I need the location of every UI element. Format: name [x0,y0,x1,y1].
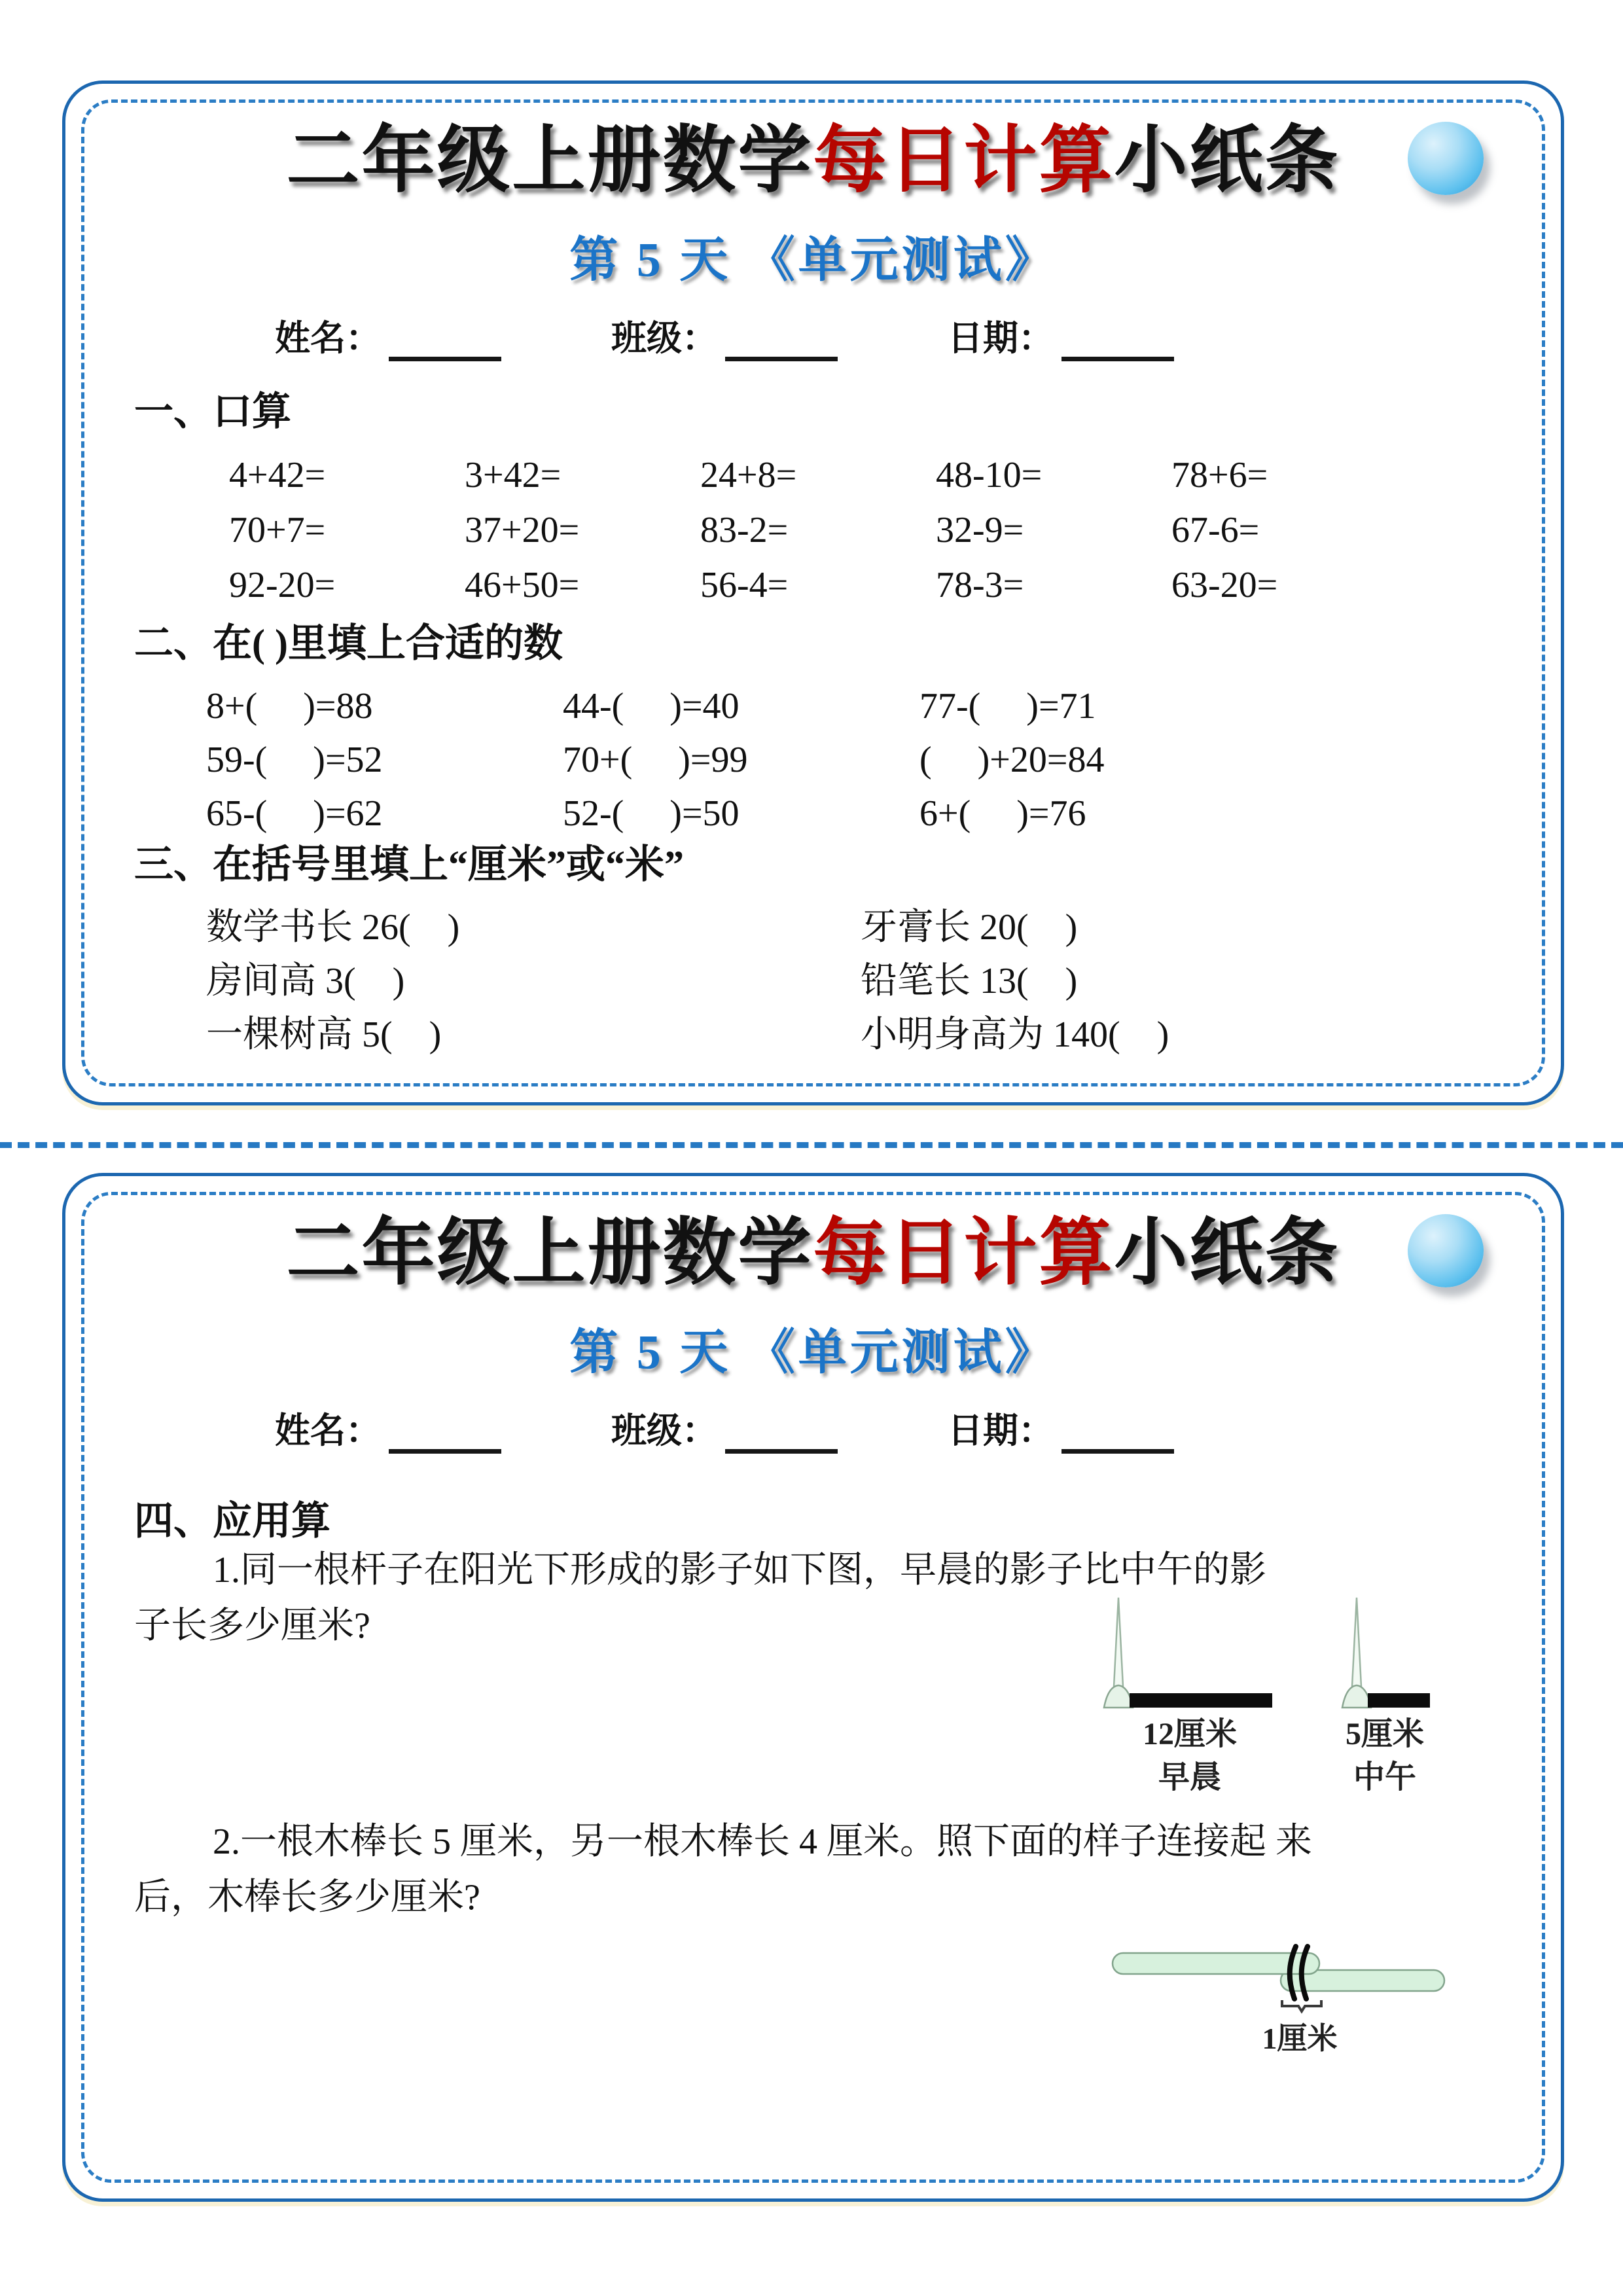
pole-morning-icon [1104,1598,1133,1708]
overlap-brace-icon [1282,2000,1321,2011]
blue-ball-icon [1408,1214,1484,1287]
math-problem: 3+42= [465,455,562,495]
worksheet-card-top [62,81,1564,1105]
shadow-figure [1086,1595,1479,1791]
name-blank-line [389,1411,501,1454]
pole-noon-icon [1342,1598,1371,1708]
title-part-red: 每日计算 [813,1213,1115,1294]
cut-line [0,1142,1623,1148]
unit-problem: 铅笔长 13( ) [861,961,1078,1001]
unit-problem: 数学书长 26( ) [206,907,460,948]
title-part-black1: 二年级上册数学 [286,1213,813,1294]
math-problem: 44-( )=40 [563,686,740,726]
section-heading-unit-choice: 三、在括号里填上“厘米”或“米” [134,843,684,886]
math-problem: 56-4= [700,565,789,605]
page-title [92,1210,1535,1297]
math-problem: 6+( )=76 [919,793,1086,834]
section-heading-fill-number: 二、在( )里填上合适的数 [134,622,563,665]
class-blank-line [725,1411,838,1454]
math-problem: 32-9= [936,510,1024,550]
day-subtitle: 第 5 天 《单元测试》 [569,234,1057,287]
math-problem: 65-( )=62 [206,793,383,834]
math-problem: 37+20= [465,510,580,550]
date-field [948,1408,1174,1454]
date-blank-line [1061,1411,1174,1454]
date-label: 日期： [948,1411,1054,1450]
date-blank-line [1061,319,1174,361]
class-blank-line [725,319,838,361]
fill-number-grid [206,679,1561,840]
class-field [611,1408,838,1454]
unit-problem: 牙膏长 20( ) [861,907,1078,948]
blue-ball-icon [1408,122,1484,195]
sticks-figure [1080,1939,1486,2076]
title-part-red: 每日计算 [813,120,1115,202]
math-problem: 67-6= [1171,510,1260,550]
day-subtitle: 第 5 天 《单元测试》 [569,1326,1057,1380]
math-problem: 24+8= [700,455,797,495]
name-field [275,1408,501,1454]
unit-problem: 房间高 3( ) [206,961,405,1001]
class-field [611,315,838,361]
math-problem: 70+( )=99 [563,740,748,780]
word-problem-2-line1: 2.一根木棒长 5 厘米，另一根木棒长 4 厘米。照下面的样子连接起 来 [213,1821,1312,1862]
overlap-length-label: 1厘米 [1262,2022,1338,2055]
name-field [275,315,501,361]
shadow-length-noon: 5厘米 [1345,1717,1425,1751]
shadow-bar-morning [1130,1693,1272,1708]
page-title [92,118,1535,204]
student-info-row [275,315,1561,361]
shadow-time-noon: 中午 [1353,1760,1417,1791]
unit-problem: 小明身高为 140( ) [861,1014,1169,1055]
math-problem: 48-10= [936,455,1043,495]
oral-calc-grid [229,448,1561,613]
math-problem: 4+42= [229,455,326,495]
title-part-black2: 小纸条 [1114,1213,1340,1294]
name-blank-line [389,319,501,361]
date-label: 日期： [948,319,1054,358]
math-problem: 52-( )=50 [563,793,740,834]
name-label: 姓名： [275,319,381,358]
worksheet-card-bottom [62,1173,1564,2202]
class-label: 班级： [611,319,717,358]
math-problem: 63-20= [1171,565,1278,605]
word-problem-1-line1: 1.同一根杆子在阳光下形成的影子如下图，早晨的影子比中午的影 [213,1550,1266,1590]
math-problem: 70+7= [229,510,326,550]
shadow-bar-noon [1368,1693,1430,1708]
math-problem: ( )+20=84 [919,740,1105,780]
math-problem: 59-( )=52 [206,740,383,780]
math-problem: 77-( )=71 [919,686,1096,726]
math-problem: 78+6= [1171,455,1268,495]
date-field [948,315,1174,361]
unit-choice-grid [206,901,1561,1062]
title-part-black1: 二年级上册数学 [286,120,813,202]
section-heading-word-problems: 四、应用算 [134,1499,330,1543]
unit-problem: 一棵树高 5( ) [206,1014,442,1055]
class-label: 班级： [611,1411,717,1450]
word-problem-2-line2: 后，木棒长多少厘米? [134,1877,480,1918]
math-problem: 8+( )=88 [206,686,373,726]
math-problem: 78-3= [936,565,1024,605]
name-label: 姓名： [275,1411,381,1450]
math-problem: 83-2= [700,510,789,550]
title-part-black2: 小纸条 [1114,120,1340,202]
math-problem: 46+50= [465,565,580,605]
student-info-row [275,1408,1561,1454]
shadow-time-morning: 早晨 [1158,1760,1222,1791]
math-problem: 92-20= [229,565,336,605]
section-heading-oral-calc: 一、口算 [134,390,291,433]
word-problem-1-line2: 子长多少厘米? [134,1605,370,1646]
shadow-length-morning: 12厘米 [1142,1717,1238,1751]
